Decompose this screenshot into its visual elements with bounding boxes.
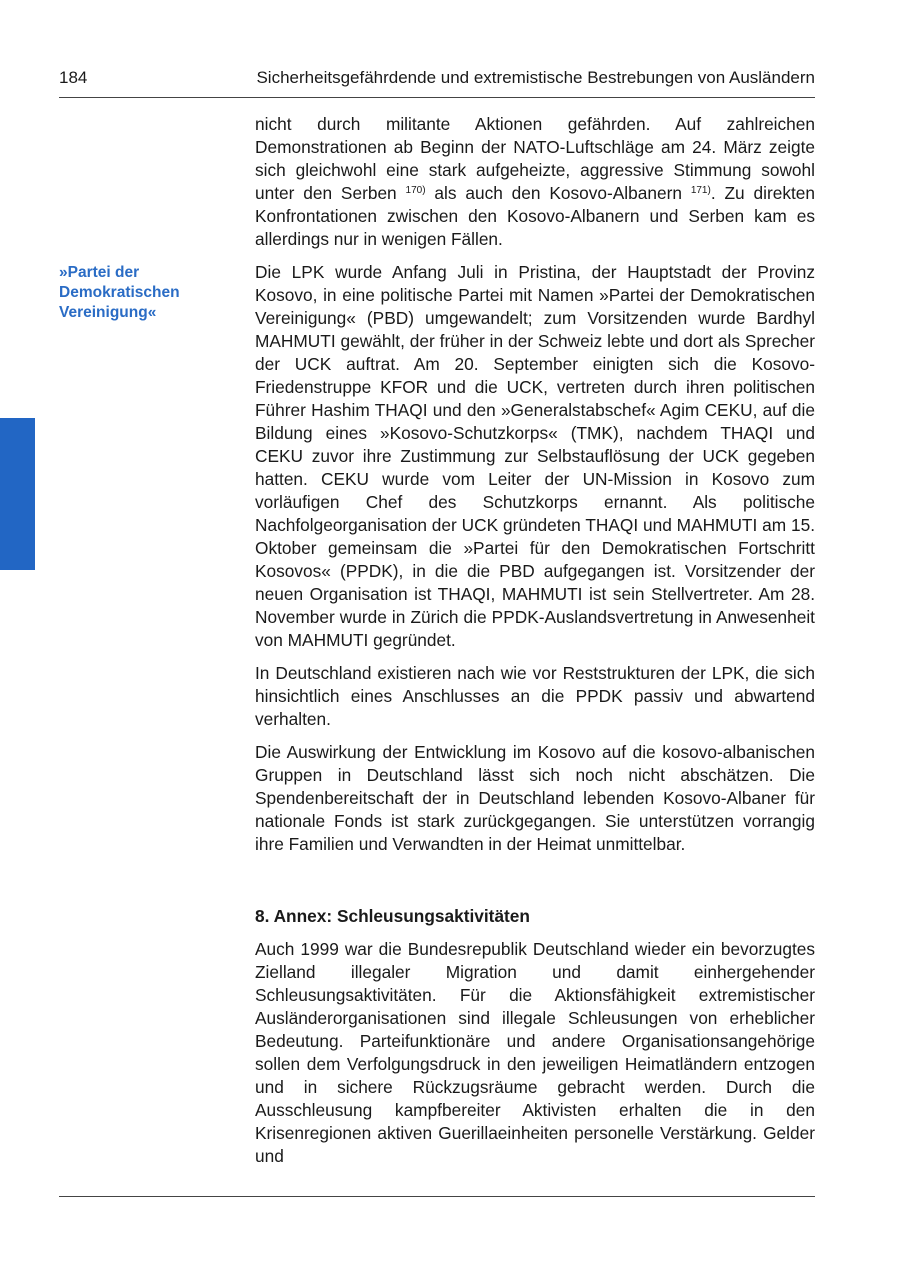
- running-title: Sicherheitsgefährdende und extremistische Bestrebungen von Ausländern: [256, 68, 815, 87]
- chapter-tab-marker: [0, 418, 35, 570]
- paragraph-1-part-b: als auch den Kosovo-Albanern: [425, 183, 691, 203]
- margin-note-line: »Partei der: [59, 264, 140, 281]
- paragraph-2: Die LPK wurde Anfang Juli in Pristina, der Hauptstadt der Provinz Kosovo, in eine politische Partei mit Namen »Partei der Demokratischen Vereinigung« (PBD) umgewandelt; zum Vorsitzenden wurde Bardhyl MAHMUTI gewählt, der früher in der Schweiz lebte und dort als Sprecher der UCK auftrat. Am 20. September einigten sich die Kosovo-Friedenstruppe KFOR und die UCK, vertreten durch ihren politischen Führer Hashim THAQI und den »Generalstabschef« Agim CEKU, auf die Bildung eines »Kosovo-Schutzkorps« (TMK), nachdem THAQI und CEKU zuvor ihre Zustimmung zur Selbstauflösung der UCK gegeben hatten. CEKU wurde vom Leiter der UN-Mission in Kosovo zum vorläufigen Chef des Schutzkorps ernannt. Als politische Nachfolgeorganisation der UCK gründeten THAQI und MAHMUTI am 15. Oktober gemeinsam die »Partei für den Demokratischen Fortschritt Kosovos« (PPDK), in die die PBD aufgegangen ist. Vorsitzender der neuen Organisation ist THAQI, MAHMUTI ist sein Stellvertreter. Am 28. November wurde in Zürich die PPDK-Auslandsvertretung in Anwesenheit von MAHMUTI gegründet.: [255, 262, 815, 650]
- section-heading: 8. Annex: Schleusungsaktivitäten: [255, 906, 530, 926]
- page-header: [59, 66, 815, 94]
- margin-note: [59, 263, 229, 323]
- header-rule: [59, 97, 815, 98]
- paragraph-1-part-c: . Zu direkten Konfrontationen zwischen den Kosovo-Albanern und Serben kam es allerdings nur in wenigen Fällen.: [255, 183, 815, 249]
- page-number: 184: [59, 68, 88, 87]
- margin-note-line: Demokratischen: [59, 284, 180, 301]
- paragraph-4: Die Auswirkung der Entwicklung im Kosovo auf die kosovo-albanischen Gruppen in Deutschland lässt sich noch nicht abschätzen. Die Spendenbereitschaft der in Deutschland lebenden Kosovo-Albaner für nationale Fonds ist stark zurückgegangen. Sie unterstützen vorrangig ihre Familien und Verwandten in der Heimat unmittelbar.: [255, 742, 815, 854]
- footnote-ref-170: 170): [405, 185, 426, 196]
- paragraph-3: In Deutschland existieren nach wie vor Reststrukturen der LPK, die sich hinsichtlich eines Anschlusses an die PPDK passiv und abwartend verhalten.: [255, 663, 815, 729]
- margin-note-line: Vereinigung«: [59, 304, 157, 321]
- paragraph-1: [255, 113, 815, 251]
- main-text-column: [255, 113, 815, 1178]
- footnote-ref-171: 171): [690, 185, 711, 196]
- paragraph-5: Auch 1999 war die Bundesrepublik Deutschland wieder ein bevorzugtes Zielland illegaler Migration und damit einhergehender Schleusungsaktivitäten. Für die Aktionsfähigkeit extremistischer Ausländerorganisationen sind illegale Schleusungen von erheblicher Bedeutung. Parteifunktionäre und andere Organisationsangehörige sollen dem Verfolgungsdruck in den jeweiligen Heimatländern entzogen und in sichere Rückzugsräume gebracht werden. Durch die Ausschleusung kampfbereiter Aktivisten erhalten die in den Krisenregionen aktiven Guerillaeinheiten personelle Verstärkung. Gelder und: [255, 939, 815, 1166]
- paragraph-1-part-a: nicht durch militante Aktionen gefährden. Auf zahlreichen Demonstrationen ab Beginn der NATO-Luftschläge am 24. März zeigte sich gleichwohl eine stark aufgeheizte, aggressive Stimmung sowohl unter den Serben: [255, 114, 815, 203]
- footer-rule: [59, 1196, 815, 1197]
